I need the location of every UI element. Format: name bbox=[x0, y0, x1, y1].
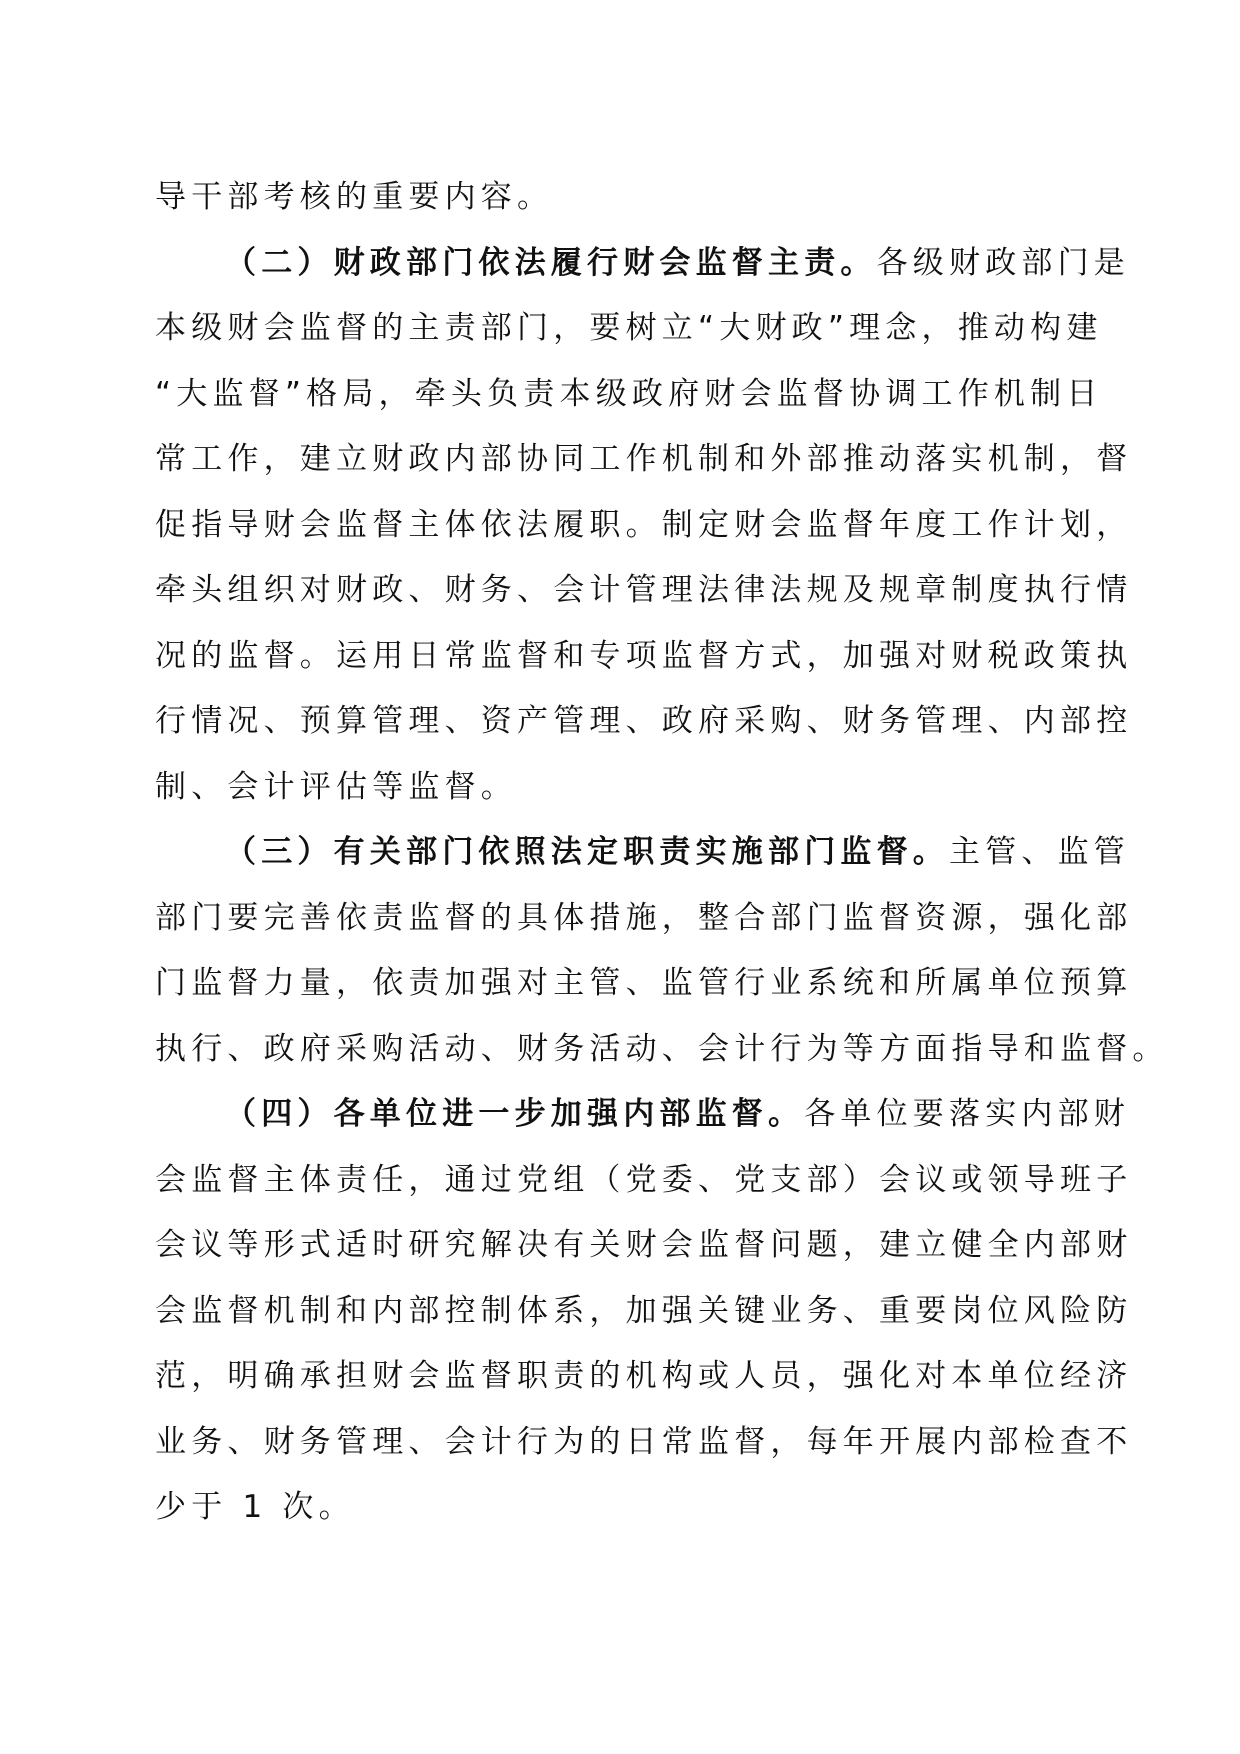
text-line: 少于 1 次。 bbox=[155, 1489, 355, 1525]
text-line: 部门要完善依责监督的具体措施，整合部门监督资源，强化部 bbox=[155, 899, 1133, 936]
text-line: 门监督力量，依责加强对主管、监管行业系统和所属单位预算 bbox=[155, 965, 1133, 1001]
paragraph-first-line bbox=[155, 1082, 1131, 1148]
text-line: 会监督机制和内部控制体系，加强关键业务、重要岗位风险防 bbox=[155, 1292, 1133, 1329]
paragraph-first-line bbox=[155, 820, 1130, 886]
text-line: 本级财会监督的主责部门，要树立“大财政”理念，推动构建 bbox=[155, 310, 1103, 346]
text-run: 各级财政部门是 bbox=[876, 244, 1131, 281]
text-line: 牵头组织对财政、财务、会计管理法律法规及规章制度执行情 bbox=[155, 572, 1133, 608]
text-line: 行情况、预算管理、资产管理、政府采购、财务管理、内部控 bbox=[155, 703, 1133, 739]
paragraph-first-line bbox=[155, 231, 1131, 297]
paragraph-continuation bbox=[155, 165, 1065, 231]
text-line: 范，明确承担财会监督职责的机构或人员，强化对本单位经济 bbox=[155, 1358, 1133, 1394]
paragraph-related-departments bbox=[155, 820, 1169, 1082]
text-run: 主管、监管 bbox=[949, 834, 1130, 870]
text-run: 各单位要落实内部财 bbox=[804, 1096, 1131, 1132]
text-line: 促指导财会监督主体依法履职。制定财会监督年度工作计划， bbox=[155, 506, 1133, 543]
section-heading-2: （二）财政部门依法履行财会监督主责。 bbox=[225, 244, 877, 281]
text-line: 执行、政府采购活动、财务活动、会计行为等方面指导和监督。 bbox=[155, 1030, 1169, 1067]
document-body bbox=[155, 165, 1169, 1541]
text-line: 导干部考核的重要内容。 bbox=[155, 179, 554, 215]
paragraph-finance-department bbox=[155, 231, 1133, 821]
paragraph-internal-supervision bbox=[155, 1082, 1133, 1541]
text-line: 制、会计评估等监督。 bbox=[155, 768, 517, 805]
text-line: 会监督主体责任，通过党组（党委、党支部）会议或领导班子 bbox=[155, 1161, 1133, 1198]
section-heading-4: （四）各单位进一步加强内部监督。 bbox=[225, 1096, 805, 1132]
text-line: “大监督”格局，牵头负责本级政府财会监督协调工作机制日 bbox=[155, 375, 1103, 412]
text-line: 况的监督。运用日常监督和专项监督方式，加强对财税政策执 bbox=[155, 637, 1133, 674]
text-line: 常工作，建立财政内部协同工作机制和外部推动落实机制，督 bbox=[155, 441, 1133, 477]
text-line: 业务、财务管理、会计行为的日常监督，每年开展内部检查不 bbox=[155, 1423, 1133, 1460]
section-heading-3: （三）有关部门依照法定职责实施部门监督。 bbox=[225, 834, 949, 870]
text-line: 会议等形式适时研究解决有关财会监督问题，建立健全内部财 bbox=[155, 1227, 1133, 1263]
